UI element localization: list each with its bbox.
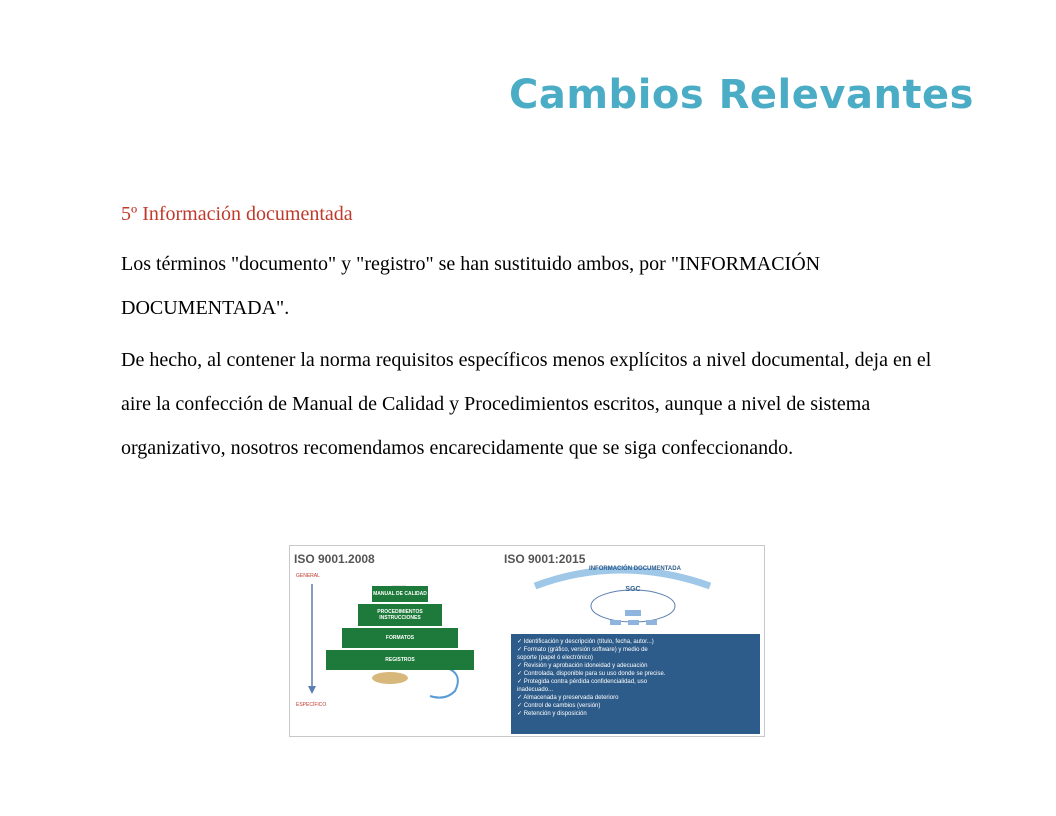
sgc-label: SGC — [625, 586, 641, 593]
requirement-item: ✓ Revisión y aprobación idoneidad y adecuación — [517, 663, 648, 669]
specific-label: ESPECÍFICO — [296, 702, 327, 708]
requirement-item: ✓ Formato (gráfico, versión software) y medio de — [517, 647, 648, 653]
requirement-item: ✓ Protegida contra pérdida confidencialidad, uso — [517, 679, 648, 685]
requirement-item: soporte (papel ó electrónico) — [517, 655, 594, 661]
pyramid-formatos: FORMATOS — [342, 628, 458, 648]
paragraph-detail: De hecho, al contener la norma requisitos específicos menos explícitos a nivel documental, deja en el aire la confección de Manual de Calidad y Procedimientos escritos, aunque a nivel de sistema organizativo, nosotros recomendamos encarecidamente que se siga confeccionando. — [121, 349, 932, 459]
pyramid-registros: REGISTROS — [326, 650, 474, 670]
requirement-item: inadecuado... — [517, 687, 554, 693]
general-label: GENERAL — [296, 573, 320, 579]
requirement-item: ✓ Control de cambios (versión) — [517, 703, 601, 709]
iso-comparison-figure — [289, 545, 765, 737]
requirement-item: ✓ Retención y disposición — [517, 711, 587, 717]
info-documentada-arc-label: INFORMACIÓN DOCUMENTADA — [589, 566, 681, 572]
requirement-item: ✓ Almacenada y preservada deterioro — [517, 695, 619, 701]
paragraph-terms: Los términos "documento" y "registro" se han sustituido ambos, por "INFORMACIÓN DOCUMENTADA". — [121, 253, 821, 319]
pyramid-manual: MANUAL DE CALIDAD — [372, 586, 428, 602]
iso-2008-title: ISO 9001.2008 — [294, 552, 375, 566]
iso-2015-title: ISO 9001:2015 — [504, 552, 586, 566]
slide-body — [121, 203, 951, 478]
requirement-item: ✓ Controlada, disponible para su uso donde se precise. — [517, 671, 666, 677]
section-subheading: 5º Información documentada — [121, 203, 353, 225]
requirement-item: ✓ Identificación y descripción (título, fecha, autor...) — [517, 639, 654, 645]
pyramid-procedimientos: PROCEDIMIENTOS INSTRUCCIONES — [358, 604, 442, 626]
requirements-box — [511, 634, 760, 734]
slide-title: Cambios Relevantes — [509, 72, 974, 118]
